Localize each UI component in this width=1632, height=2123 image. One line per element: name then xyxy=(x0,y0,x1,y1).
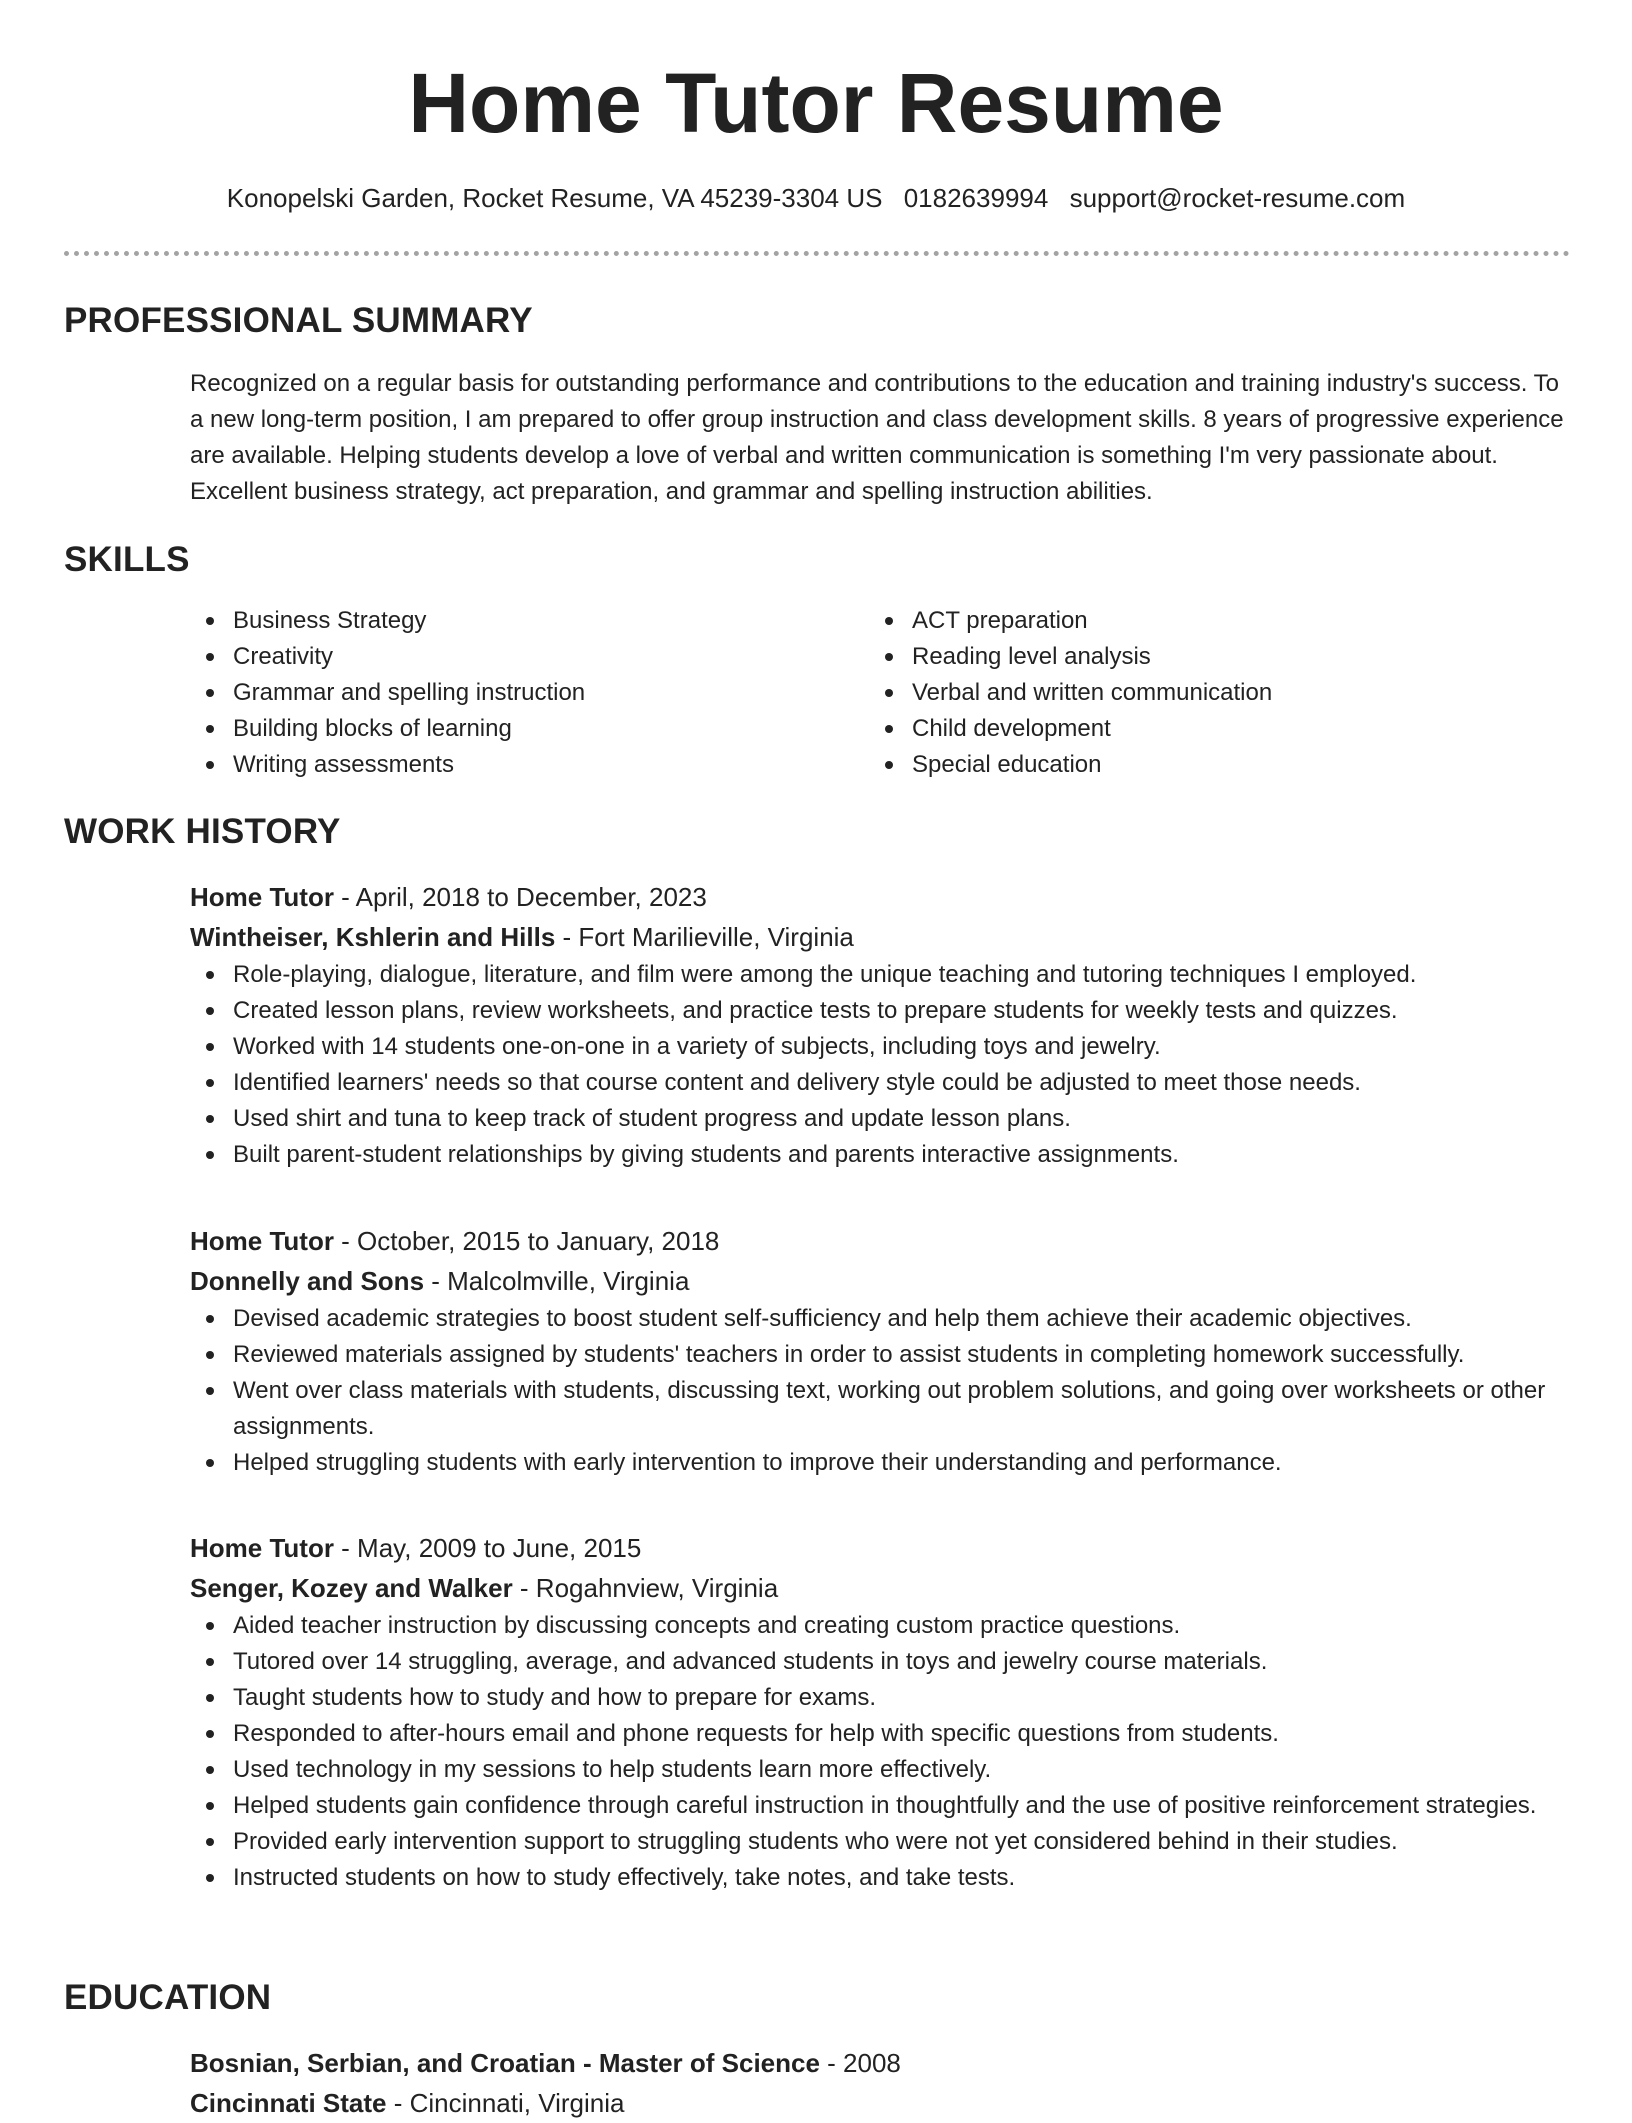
contact-address: Konopelski Garden, Rocket Resume, VA 45239-3304 US xyxy=(226,183,883,213)
job-entry xyxy=(190,1528,1566,1896)
duty-item: Role-playing, dialogue, literature, and film were among the unique teaching and tutoring techniques I employed. xyxy=(190,957,1566,993)
duty-item: Aided teacher instruction by discussing concepts and creating custom practice questions. xyxy=(190,1608,1566,1644)
duty-item: Provided early intervention support to struggling students who were not yet considered behind in their studies. xyxy=(190,1824,1566,1860)
job-duties xyxy=(190,1608,1566,1896)
skill-item: Reading level analysis xyxy=(869,639,1509,675)
job-location: - Fort Marilieville, Virginia xyxy=(555,922,854,952)
duty-item: Built parent-student relationships by giving students and parents interactive assignments. xyxy=(190,1137,1566,1173)
education-year: - 2008 xyxy=(819,2048,901,2078)
education-school-line xyxy=(190,2083,1566,2123)
skills-block xyxy=(190,603,1566,793)
duty-item: Identified learners' needs so that course content and delivery style could be adjusted to meet those needs. xyxy=(190,1065,1566,1101)
job-entry xyxy=(190,1221,1566,1481)
skill-item: Verbal and written communication xyxy=(869,675,1509,711)
education-school: Cincinnati State xyxy=(190,2088,387,2118)
skill-item: Child development xyxy=(869,711,1509,747)
duty-item: Used shirt and tuna to keep track of student progress and update lesson plans. xyxy=(190,1101,1566,1137)
summary-text: Recognized on a regular basis for outstanding performance and contributions to the education and training industry's success. To a new long-term position, I am prepared to offer group instruction and class development skills. 8 years of progressive experience are available. Helping students develop a love of verbal and written communication is something I'm very passionate about. Excellent business strategy, act preparation, and grammar and spelling instruction abilities. xyxy=(190,370,1564,505)
education-location: - Cincinnati, Virginia xyxy=(386,2088,625,2118)
job-employer: Senger, Kozey and Walker xyxy=(190,1573,513,1603)
skill-item: Business Strategy xyxy=(190,603,830,639)
job-title-line xyxy=(190,1221,1566,1261)
job-dates: - October, 2015 to January, 2018 xyxy=(333,1226,720,1256)
job-duties xyxy=(190,1301,1566,1481)
job-duties xyxy=(190,957,1566,1173)
skills-list-left xyxy=(190,603,830,783)
education-degree-line xyxy=(190,2043,1566,2083)
job-location: - Malcolmville, Virginia xyxy=(424,1266,690,1296)
education-entry xyxy=(190,2043,1566,2123)
duty-item: Worked with 14 students one-on-one in a variety of subjects, including toys and jewelry. xyxy=(190,1029,1566,1065)
duty-item: Devised academic strategies to boost student self-sufficiency and help them achieve their academic objectives. xyxy=(190,1301,1566,1337)
education-heading: EDUCATION xyxy=(64,1978,272,2017)
job-employer: Wintheiser, Kshlerin and Hills xyxy=(190,922,556,952)
duty-item: Helped struggling students with early intervention to improve their understanding and performance. xyxy=(190,1445,1566,1481)
job-location: - Rogahnview, Virginia xyxy=(512,1573,779,1603)
skill-item: Grammar and spelling instruction xyxy=(190,675,830,711)
job-title: Home Tutor xyxy=(190,1533,334,1563)
contact-email: support@rocket-resume.com xyxy=(1069,183,1406,213)
duty-item: Created lesson plans, review worksheets, and practice tests to prepare students for weekly tests and quizzes. xyxy=(190,993,1566,1029)
duty-item: Instructed students on how to study effectively, take notes, and take tests. xyxy=(190,1860,1566,1896)
skills-heading: SKILLS xyxy=(64,540,190,579)
job-title-line xyxy=(190,877,1566,917)
job-title: Home Tutor xyxy=(190,882,334,912)
education-degree: Bosnian, Serbian, and Croatian - Master of Science xyxy=(190,2048,820,2078)
duty-item: Helped students gain confidence through careful instruction in thoughtfully and the use of positive reinforcement strategies. xyxy=(190,1788,1566,1824)
job-employer-line xyxy=(190,1261,1566,1301)
skill-item: ACT preparation xyxy=(869,603,1509,639)
job-employer-line xyxy=(190,917,1566,957)
skills-list-right xyxy=(869,603,1509,783)
duty-item: Went over class materials with students, discussing text, working out problem solutions, and going over worksheets or other assignments. xyxy=(190,1373,1566,1445)
duty-item: Used technology in my sessions to help students learn more effectively. xyxy=(190,1752,1566,1788)
job-employer-line xyxy=(190,1568,1566,1608)
skill-item: Special education xyxy=(869,747,1509,783)
contact-line xyxy=(0,178,1632,218)
header-divider xyxy=(64,251,1570,256)
resume-title: Home Tutor Resume xyxy=(408,56,1224,150)
contact-phone: 0182639994 xyxy=(903,183,1049,213)
duty-item: Reviewed materials assigned by students' teachers in order to assist students in completing homework successfully. xyxy=(190,1337,1566,1373)
summary-heading: PROFESSIONAL SUMMARY xyxy=(64,301,533,340)
summary-block xyxy=(190,366,1566,510)
duty-item: Tutored over 14 struggling, average, and advanced students in toys and jewelry course materials. xyxy=(190,1644,1566,1680)
duty-item: Responded to after-hours email and phone requests for help with specific questions from students. xyxy=(190,1716,1566,1752)
duty-item: Taught students how to study and how to prepare for exams. xyxy=(190,1680,1566,1716)
skill-item: Writing assessments xyxy=(190,747,830,783)
job-title-line xyxy=(190,1528,1566,1568)
job-dates: - May, 2009 to June, 2015 xyxy=(333,1533,642,1563)
job-entry xyxy=(190,877,1566,1173)
job-employer: Donnelly and Sons xyxy=(190,1266,425,1296)
skill-item: Building blocks of learning xyxy=(190,711,830,747)
work-heading: WORK HISTORY xyxy=(64,812,341,851)
job-dates: - April, 2018 to December, 2023 xyxy=(333,882,707,912)
skill-item: Creativity xyxy=(190,639,830,675)
job-title: Home Tutor xyxy=(190,1226,334,1256)
